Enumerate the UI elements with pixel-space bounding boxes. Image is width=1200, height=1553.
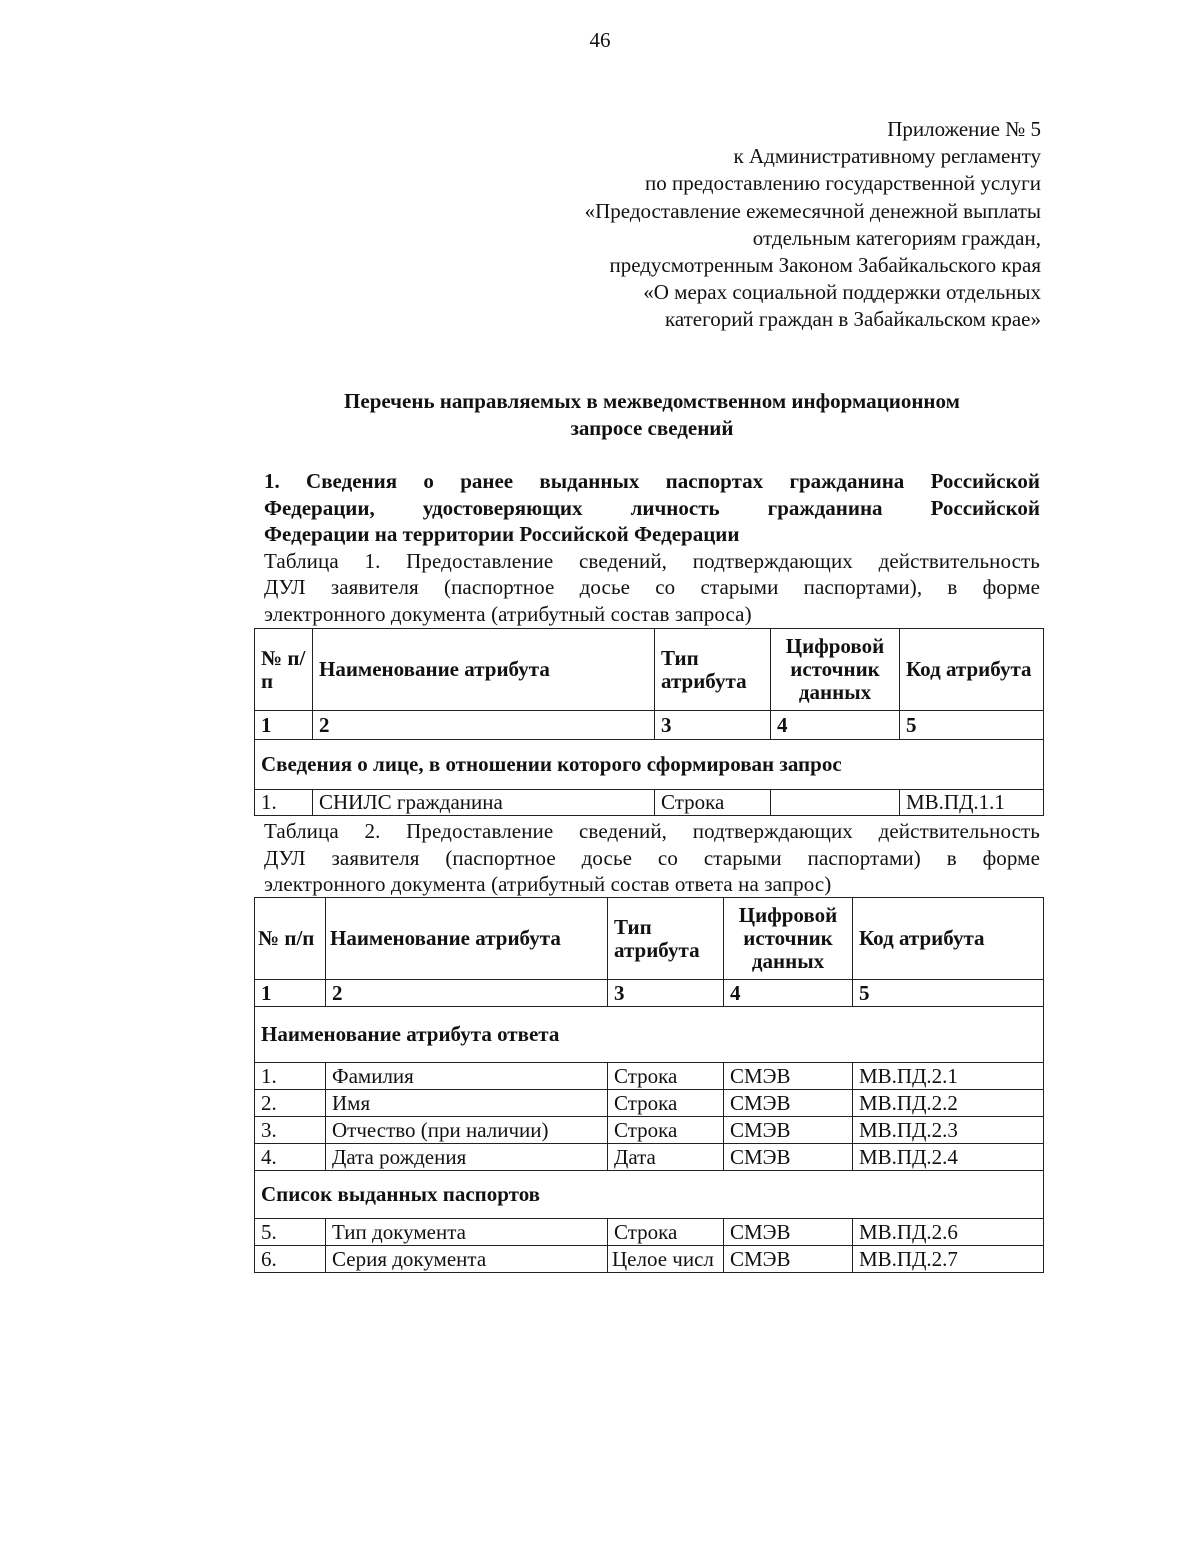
appendix-line: предусмотренным Законом Забайкальского края [609, 253, 1041, 278]
group-row [255, 1171, 1044, 1219]
header-cell: Тип атрибута [608, 898, 724, 980]
table-2 [254, 897, 1044, 1273]
table1-caption-line: Таблица 1. Предоставление сведений, подтверждающих действительность [264, 548, 1040, 573]
table-row [255, 1090, 1044, 1117]
appendix-line: «О мерах социальной поддержки отдельных [643, 280, 1041, 305]
attribute-type: Строка [608, 1117, 724, 1144]
table2-caption-line: Таблица 2. Предоставление сведений, подтверждающих действительность [264, 819, 1040, 843]
document-title [262, 388, 1042, 442]
data-source: СМЭВ [724, 1246, 853, 1273]
header-cell: Наименование атрибута [326, 898, 608, 980]
table-header-row [255, 898, 1044, 980]
data-source [771, 790, 900, 816]
column-number: 5 [900, 711, 1044, 740]
column-number: 1 [255, 711, 313, 740]
attribute-code: МВ.ПД.2.2 [853, 1090, 1044, 1117]
attribute-code: МВ.ПД.2.7 [853, 1246, 1044, 1273]
attribute-code: МВ.ПД.2.4 [853, 1144, 1044, 1171]
header-cell: № п/п [255, 898, 326, 980]
column-number: 2 [313, 711, 655, 740]
table-row [255, 1246, 1044, 1273]
attribute-name: Имя [326, 1090, 608, 1117]
attribute-type: Целое числ [608, 1246, 724, 1273]
group-title: Сведения о лице, в отношении которого сформирован запрос [255, 740, 1044, 790]
attribute-name: Тип документа [326, 1219, 608, 1246]
table1-caption-line: ДУЛ заявителя (паспортное досье со старыми паспортами), в форме [264, 575, 1040, 599]
section-1 [264, 468, 1040, 627]
document-title-line: Перечень направляемых в межведомственном информационном [344, 389, 960, 413]
appendix-line: отдельным категориям граждан, [752, 225, 1041, 250]
attribute-type: Строка [608, 1090, 724, 1117]
header-cell: Наименование атрибута [313, 629, 655, 711]
column-number: 4 [724, 980, 853, 1007]
attribute-code: МВ.ПД.2.6 [853, 1219, 1044, 1246]
table-row [255, 1144, 1044, 1171]
group-title: Список выданных паспортов [255, 1171, 1044, 1219]
column-number: 3 [608, 980, 724, 1007]
group-row [255, 1007, 1044, 1063]
column-number: 3 [655, 711, 771, 740]
attribute-name: Отчество (при наличии) [326, 1117, 608, 1144]
appendix-block [585, 116, 1041, 334]
attribute-code: МВ.ПД.2.1 [853, 1063, 1044, 1090]
attribute-code: МВ.ПД.1.1 [900, 790, 1044, 816]
table2-caption-line: ДУЛ заявителя (паспортное досье со старыми паспортами) в форме [264, 845, 1040, 870]
data-source: СМЭВ [724, 1219, 853, 1246]
data-source: СМЭВ [724, 1063, 853, 1090]
table-header-row [255, 629, 1044, 711]
header-cell: Тип атрибута [655, 629, 771, 711]
appendix-line: «Предоставление ежемесячной денежной выплаты [584, 198, 1041, 223]
header-cell: Код атрибута [900, 629, 1044, 711]
table2-caption [264, 818, 1040, 898]
appendix-line: категорий граждан в Забайкальском крае» [664, 307, 1041, 332]
attribute-type: Строка [655, 790, 771, 816]
appendix-line: по предоставлению государственной услуги [645, 171, 1041, 196]
row-number: 2. [255, 1090, 326, 1117]
attribute-code: МВ.ПД.2.3 [853, 1117, 1044, 1144]
section-heading-line: 1. Сведения о ранее выданных паспортах гражданина Российской [264, 469, 1040, 493]
page-number: 46 [589, 28, 611, 52]
column-number: 1 [255, 980, 326, 1007]
table-row [255, 1219, 1044, 1246]
group-row [255, 740, 1044, 790]
section-heading-line: Федерации, удостоверяющих личность гражданина Российской [264, 495, 1040, 520]
header-cell: Цифровой источник данных [724, 898, 853, 980]
column-number: 2 [326, 980, 608, 1007]
table-1 [254, 628, 1044, 816]
data-source: СМЭВ [724, 1117, 853, 1144]
row-number: 3. [255, 1117, 326, 1144]
attribute-name: Серия документа [326, 1246, 608, 1273]
column-number: 4 [771, 711, 900, 740]
header-cell: Код атрибута [853, 898, 1044, 980]
attribute-type: Строка [608, 1219, 724, 1246]
row-number: 1. [255, 1063, 326, 1090]
section-heading-line: Федерации на территории Российской Федерации [264, 522, 740, 546]
column-number-row [255, 980, 1044, 1007]
document-title-line: запросе сведений [570, 416, 734, 440]
group-title: Наименование атрибута ответа [255, 1007, 1044, 1063]
table1-caption-line: электронного документа (атрибутный состав запроса) [264, 601, 752, 626]
appendix-line: Приложение № 5 [887, 117, 1041, 141]
header-cell: Цифровой источник данных [771, 629, 900, 711]
row-number: 6. [255, 1246, 326, 1273]
table-row [255, 1063, 1044, 1090]
column-number: 5 [853, 980, 1044, 1007]
attribute-name: Фамилия [326, 1063, 608, 1090]
attribute-type: Строка [608, 1063, 724, 1090]
table2-caption-line: электронного документа (атрибутный состав ответа на запрос) [264, 872, 832, 896]
attribute-name: Дата рождения [326, 1144, 608, 1171]
data-source: СМЭВ [724, 1144, 853, 1171]
header-cell: № п/п [255, 629, 313, 711]
data-source: СМЭВ [724, 1090, 853, 1117]
attribute-name: СНИЛС гражданина [313, 790, 655, 816]
row-number: 1. [255, 790, 313, 816]
row-number: 5. [255, 1219, 326, 1246]
row-number: 4. [255, 1144, 326, 1171]
table-row [255, 1117, 1044, 1144]
table-row [255, 790, 1044, 816]
attribute-type: Дата [608, 1144, 724, 1171]
appendix-line: к Административному регламенту [733, 144, 1041, 169]
column-number-row [255, 711, 1044, 740]
